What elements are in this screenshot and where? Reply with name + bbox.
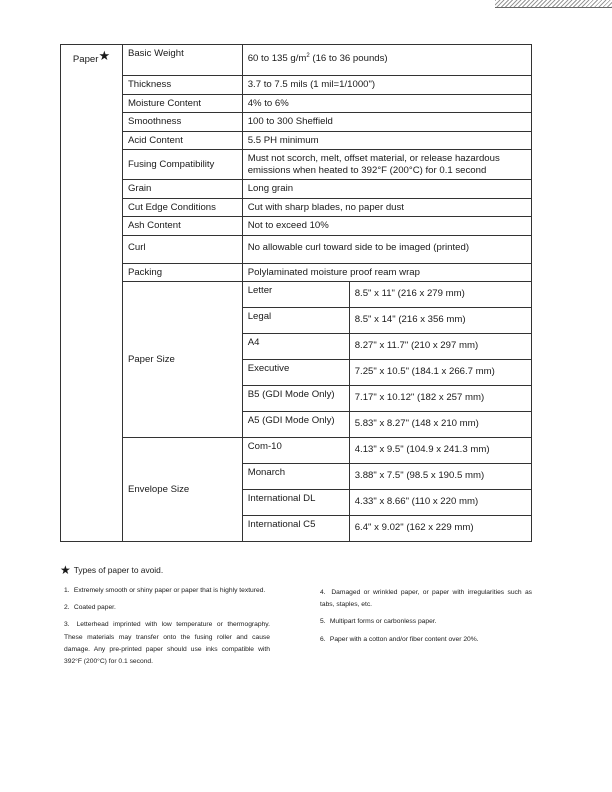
spec-label: Acid Content bbox=[122, 131, 242, 150]
size-dims: 8.27" x 11.7" (210 x 297 mm) bbox=[349, 334, 531, 360]
spec-row bbox=[61, 76, 532, 95]
spec-label: Cut Edge Conditions bbox=[122, 198, 242, 217]
envelope-size-label: Envelope Size bbox=[122, 438, 242, 542]
category-label: Paper bbox=[72, 54, 99, 65]
size-name: A4 bbox=[243, 334, 350, 360]
avoid-item bbox=[320, 587, 532, 611]
avoid-list-right bbox=[320, 587, 532, 651]
size-name: Legal bbox=[243, 308, 350, 334]
spec-row bbox=[61, 94, 532, 113]
size-dims: 8.5" x 14" (216 x 356 mm) bbox=[349, 308, 531, 334]
avoid-item bbox=[64, 602, 270, 614]
footnote-title: Types of paper to avoid. bbox=[73, 565, 164, 575]
size-name: Monarch bbox=[243, 464, 350, 490]
spec-value: Polylaminated moisture proof ream wrap bbox=[242, 263, 531, 282]
spec-value: Cut with sharp blades, no paper dust bbox=[242, 198, 531, 217]
size-name: Letter bbox=[243, 282, 350, 308]
size-dims: 3.88" x 7.5" (98.5 x 190.5 mm) bbox=[349, 464, 531, 490]
spec-label: Basic Weight bbox=[122, 45, 242, 76]
spec-value: Must not scorch, melt, offset material, or release hazardous emissions when heated to 392°F (200°C) for 0.1 second bbox=[242, 150, 531, 180]
size-name: A5 (GDI Mode Only) bbox=[243, 412, 350, 438]
avoid-item-text: Extremely smooth or shiny paper or paper that is highly textured. bbox=[73, 587, 266, 594]
avoid-item bbox=[320, 634, 532, 646]
size-name: International DL bbox=[243, 490, 350, 516]
size-name: International C5 bbox=[243, 516, 350, 542]
size-name: Com-10 bbox=[243, 438, 350, 464]
spec-value: Not to exceed 10% bbox=[242, 217, 531, 236]
paper-size-label: Paper Size bbox=[122, 282, 242, 438]
spec-row bbox=[61, 113, 532, 132]
spec-label: Curl bbox=[122, 235, 242, 263]
avoid-item-number: 4. bbox=[320, 589, 326, 596]
size-row bbox=[243, 464, 531, 490]
spec-value: 4% to 6% bbox=[242, 94, 531, 113]
size-row bbox=[243, 308, 531, 334]
avoid-item bbox=[64, 585, 270, 597]
spec-row bbox=[61, 45, 532, 76]
avoid-item-number: 6. bbox=[320, 635, 326, 643]
spec-row bbox=[61, 198, 532, 217]
envelope-size-list bbox=[242, 438, 531, 542]
avoid-item-text: Letterhead imprinted with low temperature or thermography. These materials may transfer onto the fusing roller and cause damage. Any pre-printed paper should use inks compatible with 392°F (200°C) for 0.1 second. bbox=[64, 621, 271, 666]
avoid-item-number: 3. bbox=[64, 621, 70, 629]
envelope-size-row bbox=[61, 438, 532, 542]
paper-size-row bbox=[61, 282, 532, 438]
category-cell bbox=[61, 45, 123, 542]
spec-label: Packing bbox=[122, 263, 242, 282]
category-star-mark: ★ bbox=[98, 48, 111, 63]
spec-row bbox=[61, 235, 532, 263]
size-dims: 6.4" x 9.02" (162 x 229 mm) bbox=[354, 522, 474, 533]
basic-weight-pounds: (16 to 36 pounds) bbox=[309, 53, 388, 65]
size-dims: 4.33" x 8.66" (110 x 220 mm) bbox=[349, 490, 531, 516]
size-row bbox=[243, 438, 531, 464]
size-dims: 5.83" x 8.27" (148 x 210 mm) bbox=[354, 418, 479, 429]
footnote-star-mark: ★ bbox=[60, 563, 71, 577]
size-dims: 7.17" x 10.12" (182 x 257 mm) bbox=[349, 386, 531, 412]
avoid-list-left bbox=[64, 585, 270, 673]
spec-value: 5.5 PH minimum bbox=[242, 131, 531, 150]
size-row bbox=[243, 490, 531, 516]
size-row bbox=[243, 412, 531, 438]
size-dims: 4.13" x 9.5" (104.9 x 241.3 mm) bbox=[349, 438, 531, 464]
basic-weight-value: 60 to 135 g/m bbox=[247, 53, 307, 65]
size-row bbox=[243, 334, 531, 360]
paper-spec-table bbox=[60, 44, 532, 542]
basic-weight-unit-exponent: 2 bbox=[306, 53, 310, 59]
avoid-item bbox=[64, 619, 270, 668]
avoid-item-number: 5. bbox=[320, 618, 326, 626]
avoid-item-text: Coated paper. bbox=[73, 604, 116, 612]
paper-size-list bbox=[242, 282, 531, 438]
spec-value: Long grain bbox=[242, 180, 531, 199]
spec-value: 3.7 to 7.5 mils (1 mil=1/1000") bbox=[242, 76, 531, 95]
size-name: B5 (GDI Mode Only) bbox=[243, 386, 350, 412]
spec-row bbox=[61, 150, 532, 180]
avoid-item-number: 1. bbox=[64, 587, 70, 594]
avoid-item-text: Damaged or wrinkled paper, or paper with irregularities such as tabs, staples, etc. bbox=[320, 589, 533, 609]
size-name: Executive bbox=[243, 360, 350, 386]
spec-label: Moisture Content bbox=[122, 94, 242, 113]
avoid-item-text: Multipart forms or carbonless paper. bbox=[329, 618, 437, 626]
spec-value bbox=[242, 45, 531, 76]
size-row bbox=[243, 516, 531, 542]
avoid-item-number: 2. bbox=[64, 604, 70, 612]
size-row bbox=[243, 282, 531, 308]
spec-value: 100 to 300 Sheffield bbox=[242, 113, 531, 132]
size-row bbox=[243, 360, 531, 386]
spec-value: No allowable curl toward side to be imaged (printed) bbox=[242, 235, 531, 263]
footnote-heading bbox=[60, 563, 163, 577]
spec-label: Ash Content bbox=[122, 217, 242, 236]
spec-row bbox=[61, 263, 532, 282]
size-dims: 8.5" x 11" (216 x 279 mm) bbox=[349, 282, 531, 308]
spec-label: Fusing Compatibility bbox=[122, 150, 242, 180]
size-row bbox=[243, 386, 531, 412]
spec-label: Grain bbox=[122, 180, 242, 199]
avoid-item-text: Paper with a cotton and/or fiber content over 20%. bbox=[329, 635, 479, 643]
avoid-item bbox=[320, 616, 532, 628]
page-corner-mark bbox=[495, 0, 612, 8]
spec-row bbox=[61, 217, 532, 236]
spec-label: Thickness bbox=[122, 76, 242, 95]
size-dims: 7.25" x 10.5" (184.1 x 266.7 mm) bbox=[349, 360, 531, 386]
spec-label: Smoothness bbox=[122, 113, 242, 132]
spec-row bbox=[61, 180, 532, 199]
spec-row bbox=[61, 131, 532, 150]
